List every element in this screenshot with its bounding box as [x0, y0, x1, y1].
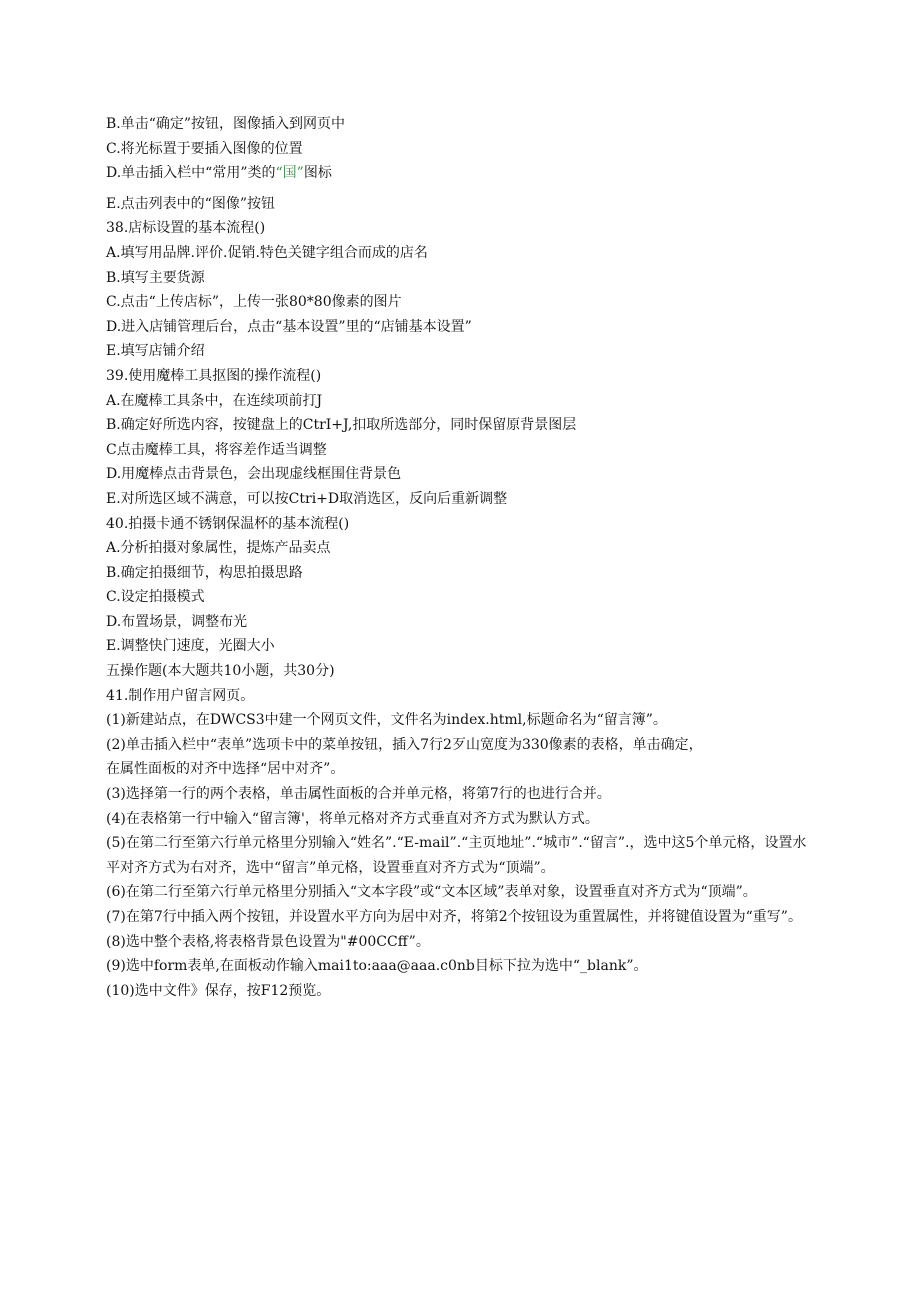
q40-option-c: C.设定拍摄模式	[106, 589, 205, 606]
q39-option-a: A.在魔棒工具条中，在连续项前打J	[106, 392, 323, 409]
q39-option-b: B.确定好所选内容，按键盘上的CtrI+J,扣取所选部分，同时保留原背景图层	[106, 417, 577, 434]
q41-step-1: (1)新建站点，在DWCS3中建一个网页文件，文件名为index.html,标题命名为“留言簿”。	[106, 712, 667, 729]
q41-step-4: (4)在表格第一行中输入“留言簿'，将单元格对齐方式垂直对齐方式为默认方式。	[106, 810, 599, 827]
q39-option-e: E.对所选区域不满意，可以按Ctri+D取消选区，反向后重新调整	[106, 490, 508, 507]
q41-step-9: (9)选中form表单,在面板动作输入mai1to:aaa@aaa.c0nb目标下拉为选中“_blank”。	[106, 958, 648, 975]
q38-option-a: A.填写用品牌.评价.促销.特色关键字组合而成的店名	[106, 244, 428, 261]
q39-option-c: C点击魔棒工具，将容差作适当调整	[106, 441, 327, 458]
q41-stem: 41.制作用户留言网页。	[106, 687, 255, 704]
q40-option-a: A.分析拍摄对象属性，提炼产品卖点	[106, 540, 331, 557]
q41-step-2-line-1: (2)单击插入栏中“表单”选项卡中的菜单按钮，插入7行2歹山宽度为330像素的表格，单击确定，	[106, 736, 703, 753]
q40-option-b: B.确定拍摄细节，构思拍摄思路	[106, 564, 303, 581]
q37-option-d-suffix: 图标	[303, 165, 332, 182]
q40-stem: 40.拍摄卡通不锈钢保温杯的基本流程()	[106, 515, 350, 532]
q39-option-d: D.用魔棒点击背景色，会出现虚线框围住背景色	[106, 466, 402, 483]
q39-stem: 39.使用魔棒工具抠图的操作流程()	[106, 367, 322, 384]
q41-step-2-line-2: 在属性面板的对齐中选择“居中对齐”。	[106, 761, 345, 778]
q40-option-d: D.布置场景，调整布光	[106, 613, 248, 630]
q41-step-5: (5)在第二行至第六行单元格里分别输入“姓名”.“E-mail”.“主页地址”.“城市”.“留言”.，选中这5个单元格，设置水平对齐方式为右对齐，选中“留言”单元格，设置垂直对齐方式为“顶端”。	[106, 835, 807, 876]
q41-step-6: (6)在第二行至第六行单元格里分别插入“文本字段”或“文本区域”表单对象，设置垂直对齐方式为“顶端”。	[106, 884, 757, 901]
q38-stem: 38.店标设置的基本流程()	[106, 220, 266, 237]
image-insert-icon: “国”	[275, 165, 304, 182]
q38-option-e: E.填写店铺介绍	[106, 343, 205, 360]
q38-option-b: B.填写主要货源	[106, 269, 205, 286]
q40-option-e: E.调整快门速度，光圈大小	[106, 638, 275, 655]
q41-step-10: (10)选中文件》保存，按F12预览。	[106, 982, 331, 999]
document-body	[106, 112, 818, 1003]
q38-option-c: C.点击“上传店标”，上传一张80*80像素的图片	[106, 294, 402, 311]
q37-option-b: B.单击“确定”按钮，图像插入到网页中	[106, 116, 346, 132]
q37-option-d	[106, 161, 818, 186]
q41-step-3: (3)选择第一行的两个表格，单击属性面板的合并单元格，将第7行的也进行合并。	[106, 786, 611, 803]
q41-step-7: (7)在第7行中插入两个按钮，并设置水平方向为居中对齐，将第2个按钮设为重置属性，并将键值设置为“重写”。	[106, 909, 802, 925]
section-heading: 五操作题(本大题共10小题，共30分)	[106, 663, 335, 680]
q41-step-8: (8)选中整个表格,将表格背景色设置为"#00CCff”。	[106, 933, 430, 950]
q38-option-d: D.进入店铺管理后台，点击“基本设置”里的“店铺基本设置”	[106, 318, 472, 335]
q37-option-c: C.将光标置于要插入图像的位置	[106, 140, 303, 157]
q37-option-e: E.点击列表中的“图像”按钮	[106, 195, 275, 212]
q37-option-d-text: D.单击插入栏中“常用”类的	[106, 165, 276, 182]
